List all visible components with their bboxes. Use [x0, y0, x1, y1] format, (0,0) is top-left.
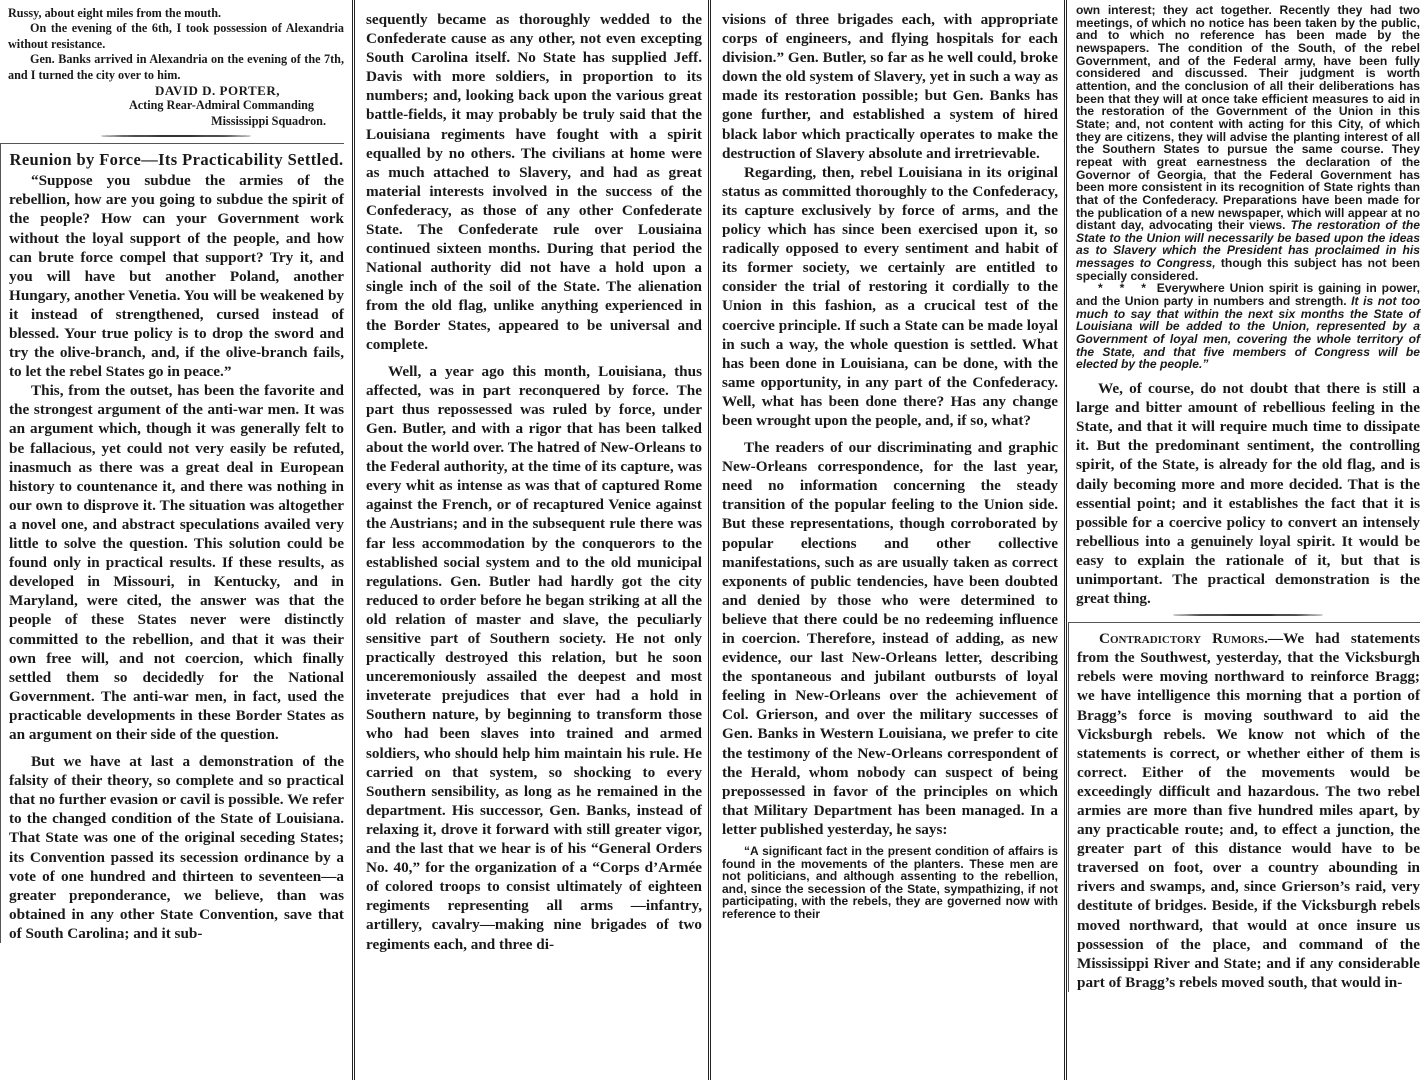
- signature-title: Acting Rear-Admiral Commanding: [128, 98, 314, 113]
- news-item: [1077, 623, 1420, 992]
- article-paragraph: sequently became as thoroughly wedded to the Confederate cause as any other, not even excepting South Carolina itself. No State has supplied Jeff. Davis with more soldiers, in proportion to its numbers; and, looking back upon the various great battle-fields, it may probably be truly said that the Louisiana regiments have fought with a spirit equalled by no others. The civilians at home were as much attached to Slavery, and had as great material interests involved in the success of the Confederacy, as those of any other Confederate State. The Confederate rule over Lousiaina continued sixteen months. During that period the National authority did not have a hold upon a single inch of the soil of the State. The alienation from the old flag, unlike anything experienced in the Border States, appeared to be universal and complete.: [366, 11, 702, 353]
- column-3: [712, 0, 1066, 1080]
- column-4: [1068, 0, 1426, 1080]
- quote-text: “A significant fact in the present condition of affairs is found in the movements of the planters. These men are not politicians, and although assenting to the rebellion, and, since the secession of the State, sympathizing, if not participating, with the rebels, they are governed now with reference to their: [722, 844, 1058, 921]
- item-contradictory-rumors: [1068, 622, 1420, 992]
- article-paragraph: We, of course, do not doubt that there is still a large and bitter amount of rebellious feeling in the State, and that it will require much time to dissipate it. But the predominant sentiment, the controlling spirit, of the State, is already for the old flag, and is daily becoming more and more decided. That is the essential point; and it establishes the fact that it is possible for a coercive policy to convert an intensely rebellious into a genuinely loyal spirit. It would be easy to explain the rationale of it, but that is unimportant. The practical demonstration is the great thing.: [1076, 380, 1420, 608]
- article-paragraph: “Suppose you subdue the armies of the rebellion, how are you going to subdue the spirit of the people? How can your Government work without the loyal support of the people, and how can brute force compel that support? Try it, and you will have but another Poland, another Hungary, another Venetia. You will be weakened by it instead of strengthened, cursed instead of blessed. Your true policy is to drop the sword and try the olive-branch, and, if the olive-branch fails, to let the rebel States go in peace.”: [9, 172, 344, 381]
- column-rule: [1064, 0, 1067, 1080]
- signature-name: DAVID D. PORTER,: [154, 83, 280, 99]
- article-paragraph: visions of three brigades each, with appropriate corps of engineers, and flying hospitals for each division.” Gen. Butler, so far as he well could, broke down the old system of Slavery, yet in such a way as made its restoration possible; but Gen. Banks has gone further, and established a system of hired black labor which practically operates to make the destruction of Slavery absolute and irretrievable.: [722, 11, 1058, 162]
- item-lead: Contradictory Rumors.: [1099, 630, 1268, 648]
- ellipsis-stars: * * *: [1098, 281, 1152, 296]
- article-paragraph: This, from the outset, has been the favorite and the strongest argument of the anti-war men. It was an argument which, though it was generally felt to be fallacious, yet could not very easily be refuted, inasmuch as there was a great deal in European history to countenance it, and there was nothing in our own to disprove it. The situation was altogether a novel one, and abstract speculations availed very little to solve the question. This solution could be found only in practical results. If these results, as developed in Missouri, in Kentucky, and in Maryland, were cited, the answer was that the people of these States never were distinctly committed to the rebellion, and that it was their own free will, and not coercion, which finally settled them so decidedly for the National Government. The anti-war men, in fact, used the practicable developments in these Border States as an argument on their side of the question.: [9, 382, 344, 743]
- herald-quote: [722, 845, 1058, 921]
- quote-text-segment: though this subject has not been specially considered.: [1076, 256, 1420, 283]
- signature-unit: Mississippi Squadron.: [211, 113, 326, 128]
- section-divider: [1173, 614, 1323, 616]
- article-reunion-by-force: [0, 143, 344, 943]
- article-paragraph: Regarding, then, rebel Louisiana in its original status as committed thoroughly to the Confederacy, its capture exclusively by force of arms, and the policy which has since been exercised upon it, so radically opposed to every sentiment and habit of its former society, we certainly are entitled to consider the trial of restoring it cordially to the Union in this fashion, as a crucical test of the coercive principle. If such a State can be made loyal in such a way, the whole question is settled. What has been done in Louisiana, can be done, with the same opportunity, in any part of the Confederacy. Well, what has been done there? Has any change been wrought upon the people, and, if so, what?: [722, 163, 1058, 429]
- quote-text: [1076, 4, 1420, 282]
- column-rule: [708, 0, 711, 1080]
- dispatch-text: Gen. Banks arrived in Alexandria on the evening of the 7th, and I turned the city over to him.: [8, 52, 344, 82]
- column-rule: [352, 0, 355, 1080]
- quote-text-segment: own interest; they act together. Recently they had two meetings, of which no notice has been taken by the public, and to which no reference has been made by the newspapers. The condition of the South, of the rebel Government, and of the Federal army, have been fully considered and discussed. Their judgment is worth attention, and the conclusion of all their deliberations has been that they will at once take efficient measures to aid in the restoration of the Government of the Union in this State; and, not content with acting for this City, of which they are citizens, they will advise the planting interest of all the Southern States to pursue the same course. They repeat with great earnestness the declaration of the Governor of Georgia, that the Federal Government has been more consistent in its recognition of State rights than that of the Confederacy. Preparations have been made for the publication of a new newspaper, which will appear at no distant day, advocating their views.: [1076, 3, 1420, 233]
- column-2: [356, 0, 710, 1080]
- article-paragraph: Well, a year ago this month, Louisiana, thus affected, was in part reconquered by force. The part thus repossessed was ruled by force, under Gen. Butler, and with a rigor that has been talked about the world over. The hatred of New-Orleans to the Federal authority, at the time of its capture, was every whit as intense as was that of captured Rome against the French, or of recaptured Venice against the Austrians; and in the subsequent rule there was far less accommodation by the conquerors to the established social system and to the old municipal regulations. Gen. Butler had hardly got the city reduced to order before he began striking at all the old relation of master and slave, the peculiarly sensitive part of Southern society. He not only practically destroyed this relation, but he soon unceremoniously assailed the deepest and most inveterate prejudices that ever had a hold in Southern nature, by beginning to transform those who had been slaves into trained and armed soldiers, who should help him maintain his rule. He carried on that system, so shocking to every Southern sensibility, as long as he remained in the department. His successor, Gen. Banks, instead of relaxing it, drove it forward with still greater vigor, and the last that we hear is of his “General Orders No. 40,” for the organization of a “Corps d’Armée of colored troops to consist ultimately of eighteen regiments representing all arms —infantry, artillery, cavalry—making nine brigades of two regiments each, and three di-: [366, 362, 702, 953]
- quote-text-italic: The restoration of the State to the Union will necessarily be based upon the ideas as to Slavery which the President has proclaimed in his messages to Congress,: [1076, 218, 1420, 271]
- article-paragraph: The readers of our discriminating and graphic New-Orleans correspondence, for the last year, need no information concerning the steady transition of the popular feeling to the Union side. But these representations, though corroborated by popular elections and other collective manifestations, such as are usually taken as correct exponents of public tendencies, have been doubted and denied by those who were determined to believe that there could be no redeeming influence in coercion. Therefore, instead of adding, as new evidence, our last New-Orleans letter, describing the spontaneous and jubilant outbursts of loyal feeling in New-Orleans over the achievement of Col. Grierson, and over the military successes of Gen. Banks in Western Louisiana, we prefer to cite the testimony of the New-Orleans correspondent of the Herald, whom nobody can suspect of being prepossessed in favor of the principles on which that Military Department has been managed. In a letter published yesterday, he says:: [722, 439, 1058, 838]
- column-1: [0, 0, 352, 1080]
- article-paragraph: But we have at last a demonstration of the falsity of their theory, so complete and so practical that no further evasion or cavil is possible. We refer to the changed condition of the State of Louisiana. That State was one of the original seceding States; its Convention passed its secession ordinance by a vote of one hundred and thirteen to seventeen—a greater preponderance, we believe, than was obtained in any other State Convention, save that of South Carolina; and it sub-: [9, 753, 344, 942]
- article-headline: Reunion by Force—Its Practicability Settled.: [9, 150, 344, 170]
- quote-text-italic: It is not too much to say that within the next six months the State of Louisiana will be added to the Union, represented by a Government of loyal men, covering the whole territory of the State, and that five members of Congress will be elected by the people.”: [1076, 294, 1420, 372]
- quote-text: [1076, 282, 1420, 371]
- dispatch-text: On the evening of the 6th, I took possession of Alexandria without resistance.: [8, 21, 344, 51]
- quote-text-segment: Everywhere Union spirit is gaining in power, and the Union party in numbers and strength.: [1076, 281, 1420, 309]
- herald-quote-continued: [1076, 4, 1420, 371]
- dispatch-text: Russy, about eight miles from the mouth.: [8, 6, 222, 20]
- section-divider: [101, 135, 251, 137]
- item-text: —We had statements from the Southwest, yesterday, that the Vicksburgh rebels were moving northward to reinforce Bragg; we have intelligence this morning that a portion of Bragg’s force is moving southward to aid the Vicksburgh rebels. We know not which of the statements is correct, or whether either of them is correct. Either of the movements would be exceedingly difficult and hazardous. The two rebel armies are more than five hundred miles apart, by any practicable route; and, to effect a junction, the greater part of this distance would have to be traversed on foot, over a country abounding in rivers and swamps, and, since Grierson’s raid, very destitute of bridges. Beside, if the Vicksburgh rebels moved northward, that would at once insure us possession of the place, and command of the Mississippi River and State; and if any considerable part of Bragg’s rebels moved south, that would in-: [1077, 630, 1421, 991]
